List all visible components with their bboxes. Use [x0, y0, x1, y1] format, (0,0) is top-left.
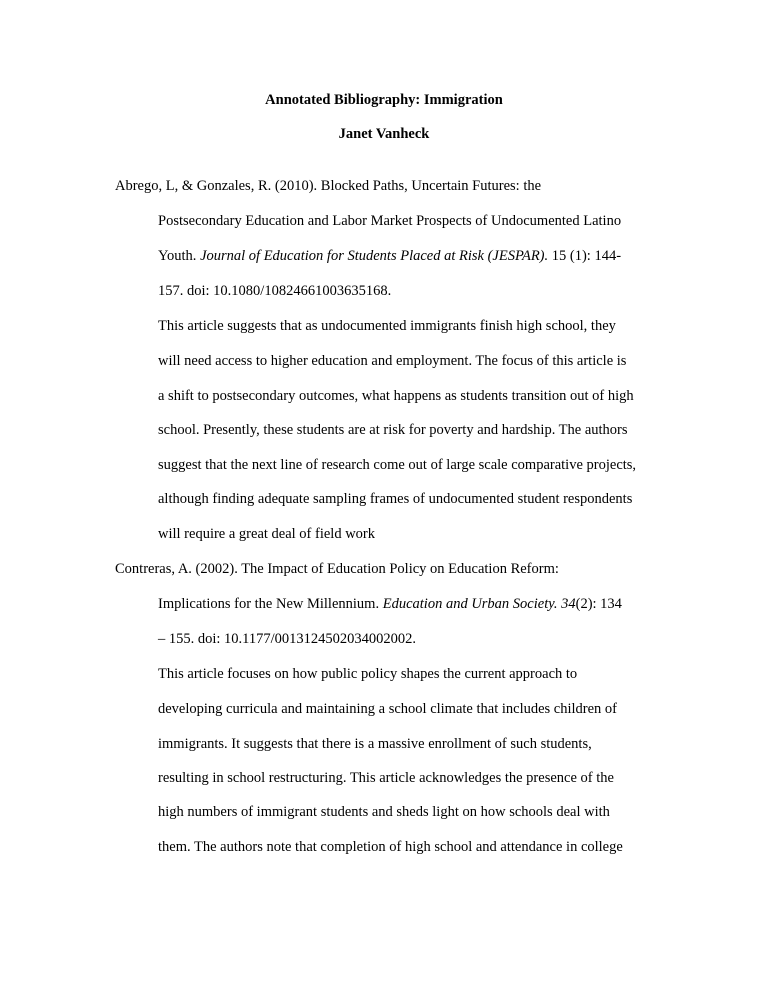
entry-1-citation-line-3-a: Youth.: [158, 248, 201, 264]
document-author: Janet Vanheck: [338, 126, 430, 142]
entry-2-citation-line-2-c: (2): 134: [575, 596, 622, 612]
entry-1-citation-line-1: Abrego, L, & Gonzales, R. (2010). Blocked Paths, Uncertain Futures: the: [115, 178, 542, 194]
entry-1-citation-line-2: Postsecondary Education and Labor Market Prospects of Undocumented Latino: [158, 213, 622, 229]
entry-2-annotation-line: them. The authors note that completion of high school and attendance in college: [158, 839, 623, 855]
entry-1-annotation-line: although finding adequate sampling frames of undocumented student respondents: [158, 491, 633, 507]
entry-2-citation-line-2: [158, 595, 622, 613]
entry-1-citation-line-3-b: 15 (1): 144-: [548, 248, 622, 264]
entry-1-journal-title: Journal of Education for Students Placed at Risk (JESPAR).: [200, 248, 549, 264]
entry-1-annotation-line: suggest that the next line of research come out of large scale comparative projects,: [158, 457, 637, 473]
entry-2-volume: 34: [561, 596, 576, 612]
entry-2-annotation-line: This article focuses on how public policy shapes the current approach to: [158, 666, 578, 682]
entry-2-annotation-line: resulting in school restructuring. This article acknowledges the presence of the: [158, 770, 614, 786]
entry-2-annotation-line: developing curricula and maintaining a school climate that includes children of: [158, 701, 618, 717]
entry-1-annotation-line: school. Presently, these students are at risk for poverty and hardship. The authors: [158, 422, 628, 438]
entry-2-journal-title: Education and Urban Society.: [382, 596, 558, 612]
entry-2-citation-line-1: Contreras, A. (2002). The Impact of Education Policy on Education Reform:: [115, 561, 559, 577]
entry-1-annotation-line: will need access to higher education and employment. The focus of this article is: [158, 353, 627, 369]
entry-1-annotation-line: a shift to postsecondary outcomes, what happens as students transition out of high: [158, 388, 634, 404]
entry-2-annotation-line: immigrants. It suggests that there is a massive enrollment of such students,: [158, 736, 592, 752]
document-title: Annotated Bibliography: Immigration: [265, 92, 503, 108]
entry-1-annotation-line: This article suggests that as undocumented immigrants finish high school, they: [158, 318, 616, 334]
entry-2-citation-line-2-a: Implications for the New Millennium.: [158, 596, 383, 612]
entry-2-annotation-line: high numbers of immigrant students and sheds light on how schools deal with: [158, 804, 610, 820]
entry-2-citation-line-3: – 155. doi: 10.1177/0013124502034002002.: [158, 631, 417, 647]
entry-1-annotation-line: will require a great deal of field work: [158, 526, 376, 542]
entry-1-citation-line-3: [158, 247, 621, 265]
entry-1-citation-line-4: 157. doi: 10.1080/10824661003635168.: [158, 283, 392, 299]
